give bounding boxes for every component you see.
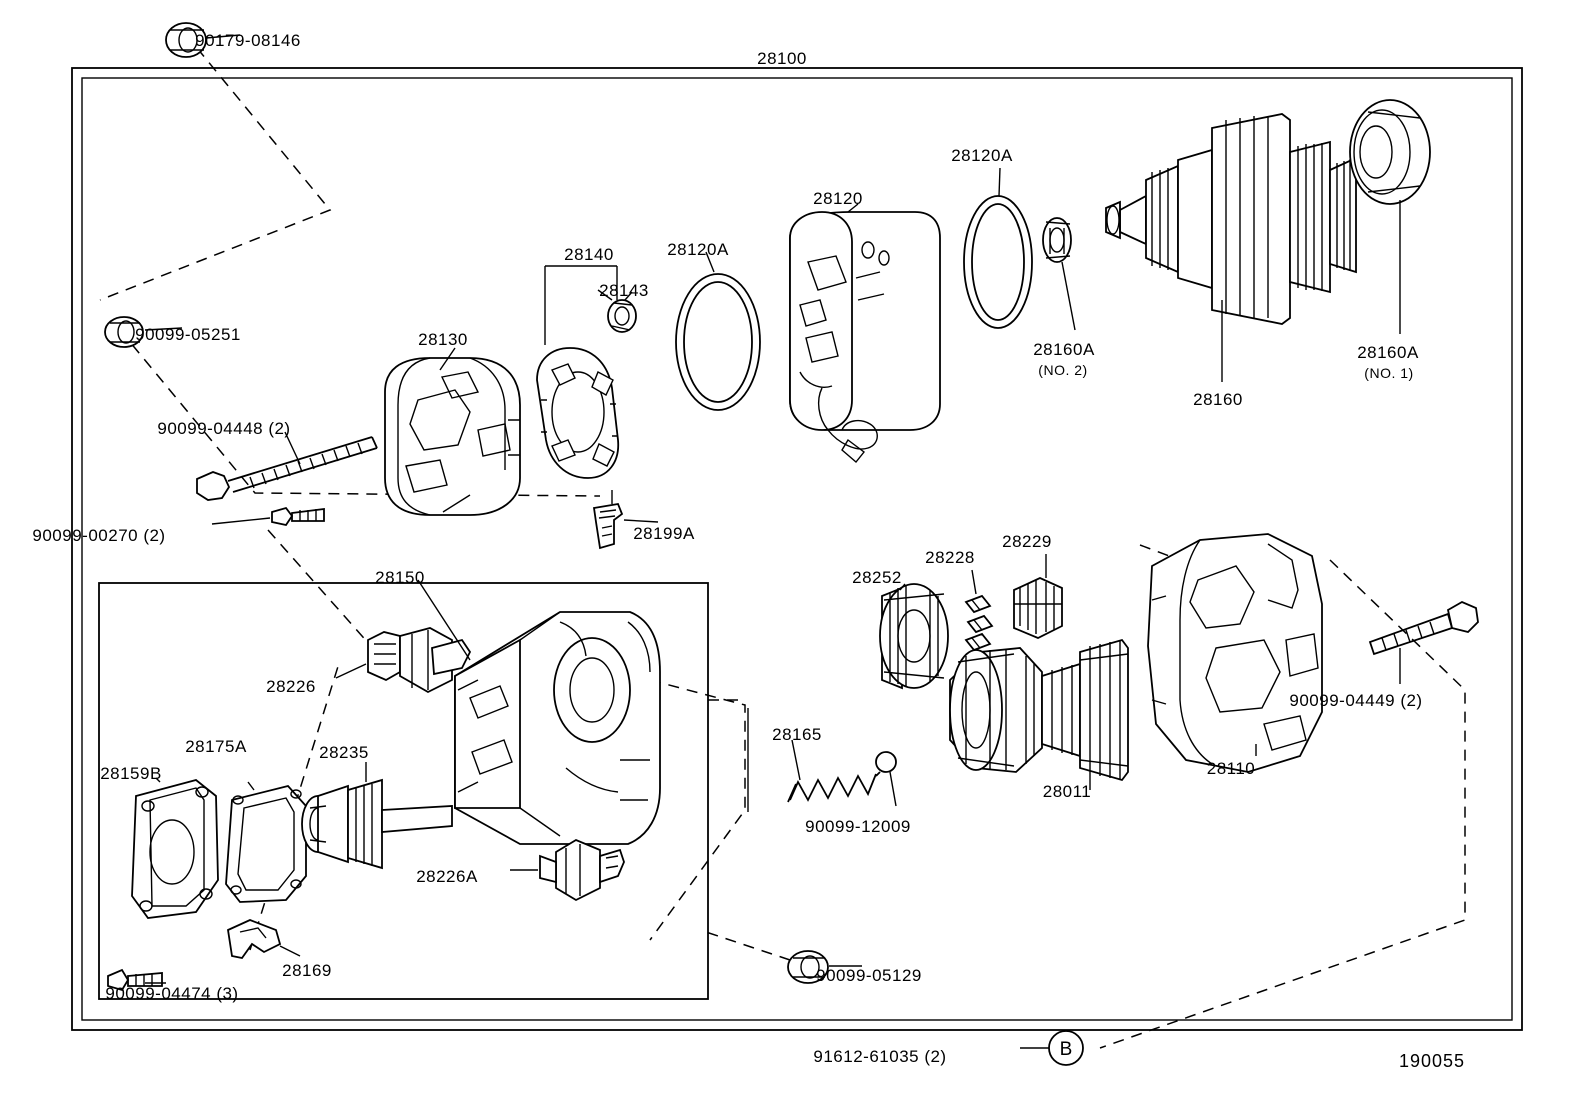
part-label-28235: 28235 <box>319 743 369 762</box>
part-label-28160a-no2-sub: (NO. 2) <box>1038 362 1088 378</box>
part-28228-pins <box>966 570 992 650</box>
part-label-28011: 28011 <box>1042 782 1092 801</box>
part-label-90099-00270: 90099-00270 (2) <box>32 526 166 545</box>
part-28110-drive-housing <box>1148 534 1322 772</box>
part-28226-terminal <box>336 628 470 692</box>
part-label-28226a: 28226A <box>416 867 478 886</box>
part-28130-housing <box>385 348 520 515</box>
part-28235-plunger <box>302 762 452 868</box>
part-label-28199a: 28199A <box>633 524 695 543</box>
part-label-28175a: 28175A <box>185 737 247 756</box>
part-28011-clutch <box>950 640 1128 790</box>
part-label-28160a-no2: 28160A <box>1033 340 1095 359</box>
part-28120-field-frame <box>790 204 940 462</box>
part-label-28228: 28228 <box>925 548 975 567</box>
part-label-90099-05129: 90099-05129 <box>816 966 922 985</box>
part-28226a-terminal <box>510 840 624 900</box>
part-label-90099-04449: 90099-04449 (2) <box>1289 691 1423 710</box>
part-28252-gear <box>880 584 948 688</box>
part-label-28110: 28110 <box>1206 759 1256 778</box>
sheet-number-label: 190055 <box>1398 1051 1466 1071</box>
part-label-28130: 28130 <box>418 330 468 349</box>
part-label-90099-05251: 90099-05251 <box>135 325 241 344</box>
part-label-28120a-left: 28120A <box>667 240 729 259</box>
part-label-28160a-no1: 28160A <box>1357 343 1419 362</box>
part-28150-magnetic-switch <box>418 580 660 844</box>
part-label-28140: 28140 <box>564 245 614 264</box>
part-28175a-gasket <box>226 782 306 902</box>
part-label-90099-04474: 90099-04474 (3) <box>105 984 239 1003</box>
part-label-28120a-right: 28120A <box>951 146 1013 165</box>
part-90099-00270-screw <box>212 508 324 525</box>
part-28169-clamp <box>228 920 300 958</box>
part-label-28160: 28160 <box>1193 390 1243 409</box>
part-label-28252: 28252 <box>852 568 902 587</box>
part-28229-roller <box>1014 554 1062 638</box>
part-label-28160a-no1-sub: (NO. 1) <box>1364 365 1414 381</box>
part-28120a-oring-left <box>676 252 760 410</box>
part-label-28226: 28226 <box>266 677 316 696</box>
part-28165-spring <box>748 708 896 812</box>
part-90099-04448-bolt <box>197 432 377 500</box>
part-label-90099-12009: 90099-12009 <box>805 817 911 836</box>
part-28160-armature <box>1106 114 1356 382</box>
part-label-90179-08146: 90179-08146 <box>195 31 301 50</box>
svg-text:B: B <box>1059 1039 1073 1060</box>
part-label-90099-04448: 90099-04448 (2) <box>157 419 291 438</box>
part-label-91612-61035: 91612-61035 (2) <box>813 1047 947 1066</box>
part-label-28229: 28229 <box>1002 532 1052 551</box>
marker-circle-b <box>1020 1031 1083 1065</box>
part-label-28120: 28120 <box>813 189 863 208</box>
part-label-28150: 28150 <box>375 568 425 587</box>
part-28160a-no1-bearing <box>1350 100 1430 334</box>
part-label-28159b: 28159B <box>100 764 162 783</box>
part-28160a-no2-bearing <box>1043 218 1075 330</box>
part-label-28100: 28100 <box>757 49 807 68</box>
part-label-28143: 28143 <box>599 281 649 300</box>
part-28159b-end-cover <box>132 778 218 918</box>
part-label-28165: 28165 <box>772 725 822 744</box>
part-label-28169: 28169 <box>282 961 332 980</box>
part-28120a-oring-right <box>964 168 1032 328</box>
